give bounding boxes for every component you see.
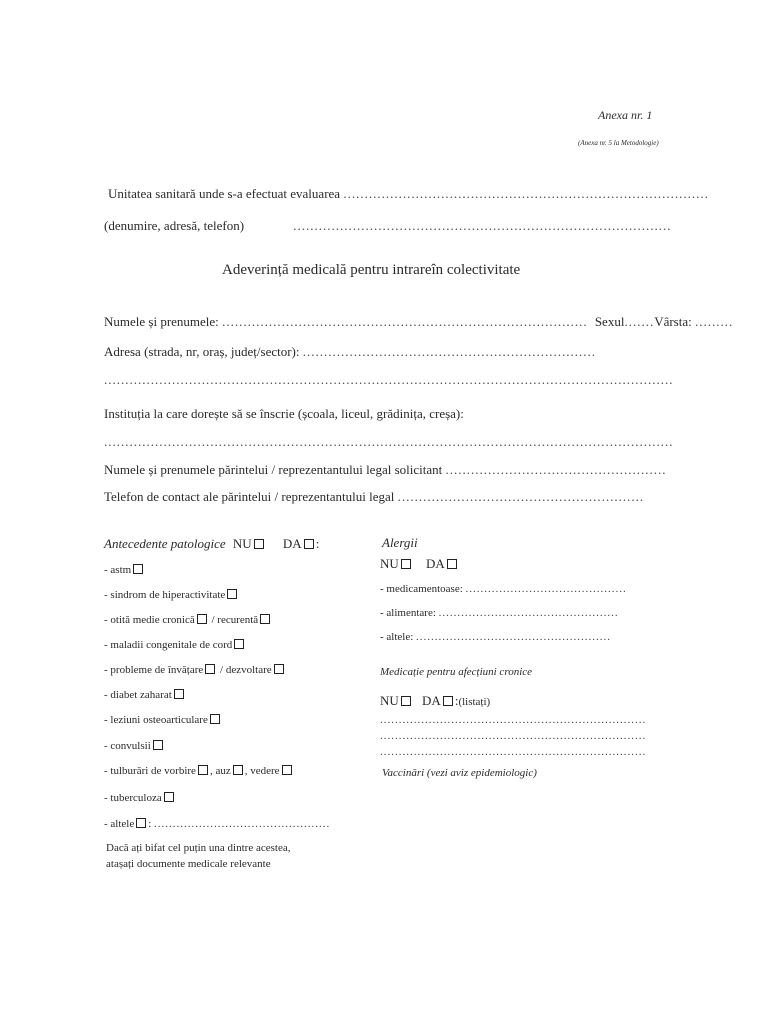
pathology-item-osteo	[104, 714, 222, 726]
institution-label: Instituția la care dorește să se înscrie (școala, liceul, grădinița, creșa):	[104, 406, 464, 421]
vision-checkbox[interactable]	[282, 765, 292, 775]
astm-checkbox[interactable]	[133, 564, 143, 574]
allergies-food-row	[380, 607, 619, 619]
otitis-recurrent-checkbox[interactable]	[260, 614, 270, 624]
other-pathology-checkbox[interactable]	[136, 818, 146, 828]
vision-label: , vedere	[244, 765, 280, 777]
allergies-drugs-field[interactable]: ...........................................	[465, 583, 627, 595]
sanitary-unit-row	[108, 186, 709, 202]
pathology-item-heart	[104, 639, 246, 651]
pathology-item-convulsions	[104, 740, 165, 752]
allergies-food-field[interactable]: ................................................	[438, 607, 619, 619]
chronic-heading: Medicație pentru afecțiuni cronice	[380, 666, 533, 678]
convulsions-checkbox[interactable]	[153, 740, 163, 750]
development-label: / dezvoltare	[220, 664, 272, 676]
learning-checkbox[interactable]	[205, 664, 215, 674]
pathology-yes-checkbox[interactable]	[304, 539, 314, 549]
diabetes-label: - diabet zaharat	[104, 689, 172, 701]
allergies-yes-checkbox[interactable]	[447, 559, 457, 569]
pathology-item-astm	[104, 564, 145, 576]
sex-label: Sexul	[594, 314, 625, 329]
chronic-no-checkbox[interactable]	[401, 696, 411, 706]
allergies-food-label: - alimentare:	[380, 607, 436, 619]
sanitary-unit-dots[interactable]: ......................................................................................	[343, 186, 709, 201]
parent-phone-row	[104, 489, 644, 505]
allergies-other-label: - altele:	[380, 631, 414, 643]
pathology-item-diabetes	[104, 689, 186, 701]
development-checkbox[interactable]	[274, 664, 284, 674]
other-pathology-field[interactable]: ...............................................	[154, 818, 331, 830]
pathology-note-line-1: Dacă ați bifat cel puțin una dintre acestea,	[106, 842, 291, 854]
document-title: Adeverință medicală pentru intrareîn colectivitate	[222, 262, 521, 278]
otitis-recurrent-label: / recurentă	[211, 614, 259, 626]
learning-label: - probleme de învățare	[104, 664, 204, 676]
parent-name-field[interactable]: ....................................................	[445, 462, 667, 477]
annex-title: Anexa nr. 1	[598, 108, 653, 122]
hearing-label: , auz	[209, 765, 231, 777]
osteo-checkbox[interactable]	[210, 714, 220, 724]
allergies-drugs-label: - medicamentoase:	[380, 583, 463, 595]
pathology-item-other: - altele : ...............................................	[104, 818, 331, 830]
allergies-other-field[interactable]: ....................................................	[416, 631, 612, 643]
address-row	[104, 344, 596, 360]
pathology-yes-label: DA	[282, 536, 302, 551]
sanitary-unit-detail-row	[104, 218, 672, 234]
parent-name-row	[104, 462, 667, 478]
speech-label: - tulburări de vorbire	[104, 765, 196, 777]
heart-label: - maladii congenitale de cord	[104, 639, 233, 651]
hyperactivity-checkbox[interactable]	[227, 589, 237, 599]
name-field[interactable]: ......................................................................................	[222, 314, 588, 329]
allergies-heading: Alergii	[382, 535, 418, 550]
pathology-item-tuberculosis	[104, 792, 176, 804]
annex-subtitle: (Anexa nr. 5 la Metodologie)	[578, 139, 659, 147]
allergies-drugs-row	[380, 583, 627, 595]
otitis-chronic-label: - otită medie cronică	[104, 614, 195, 626]
allergies-no-label: NU	[380, 556, 399, 571]
diabetes-checkbox[interactable]	[174, 689, 184, 699]
pathology-heading-row: Antecedente patologice NU DA :	[104, 536, 320, 551]
chronic-yes-checkbox[interactable]	[443, 696, 453, 706]
sanitary-unit-label: Unitatea sanitară unde s-a efectuat evaluarea	[108, 186, 341, 201]
name-label: Numele și prenumele:	[104, 314, 219, 329]
osteo-label: - leziuni osteoarticulare	[104, 714, 208, 726]
allergies-yes-label: DA	[426, 556, 445, 571]
sex-field[interactable]: .......	[624, 314, 655, 329]
allergies-no-checkbox[interactable]	[401, 559, 411, 569]
heart-checkbox[interactable]	[234, 639, 244, 649]
hyperactivity-label: - sindrom de hiperactivitate	[104, 589, 226, 601]
pathology-no-label: NU	[232, 536, 252, 551]
chronic-no-label: NU	[380, 693, 399, 708]
pathology-item-otitis	[104, 614, 272, 626]
chronic-field-line-3[interactable]: .......................................................................	[380, 746, 647, 758]
parent-phone-label: Telefon de contact ale părintelui / reprezentantului legal	[104, 489, 395, 504]
age-label: Vârsta:	[654, 314, 692, 329]
chronic-field-line-2[interactable]: .......................................................................	[380, 730, 647, 742]
chronic-list-hint: (listați)	[458, 696, 491, 708]
pathology-no-checkbox[interactable]	[254, 539, 264, 549]
tuberculosis-label: - tuberculoza	[104, 792, 162, 804]
pathology-item-hyperactivity	[104, 589, 239, 601]
sanitary-unit-detail-label: (denumire, adresă, telefon)	[104, 218, 245, 233]
address-field[interactable]: .....................................................................	[302, 344, 596, 359]
address-field-line-2[interactable]: ......................................................................................................................................	[104, 372, 674, 387]
allergies-choice-row	[380, 556, 459, 572]
sanitary-unit-detail-dots[interactable]: .........................................................................................	[293, 218, 672, 233]
pathology-item-learning	[104, 664, 286, 676]
address-label: Adresa (strada, nr, oraș, județ/sector):	[104, 344, 300, 359]
other-pathology-label: - altele	[104, 818, 135, 830]
speech-checkbox[interactable]	[198, 765, 208, 775]
chronic-field-line-1[interactable]: .......................................................................	[380, 714, 647, 726]
parent-name-label: Numele și prenumele părintelui / reprezentantului legal solicitant	[104, 462, 443, 477]
parent-phone-field[interactable]: ..........................................................	[397, 489, 645, 504]
name-row	[104, 314, 733, 330]
hearing-checkbox[interactable]	[233, 765, 243, 775]
chronic-yes-label: DA	[422, 693, 441, 708]
pathology-heading: Antecedente patologice	[104, 536, 226, 551]
age-field[interactable]: .........	[694, 314, 734, 329]
chronic-choice-row: NU DA :(listați)	[380, 693, 491, 708]
astm-label: - astm	[104, 564, 132, 576]
pathology-item-disorders	[104, 765, 294, 777]
tuberculosis-checkbox[interactable]	[164, 792, 174, 802]
institution-field[interactable]: ......................................................................................................................................	[104, 434, 674, 449]
otitis-chronic-checkbox[interactable]	[197, 614, 207, 624]
pathology-note-line-2: atașați documente medicale relevante	[106, 858, 271, 870]
vaccines-heading: Vaccinări (vezi aviz epidemiologic)	[382, 767, 537, 779]
allergies-other-row	[380, 631, 611, 643]
convulsions-label: - convulsii	[104, 740, 151, 752]
